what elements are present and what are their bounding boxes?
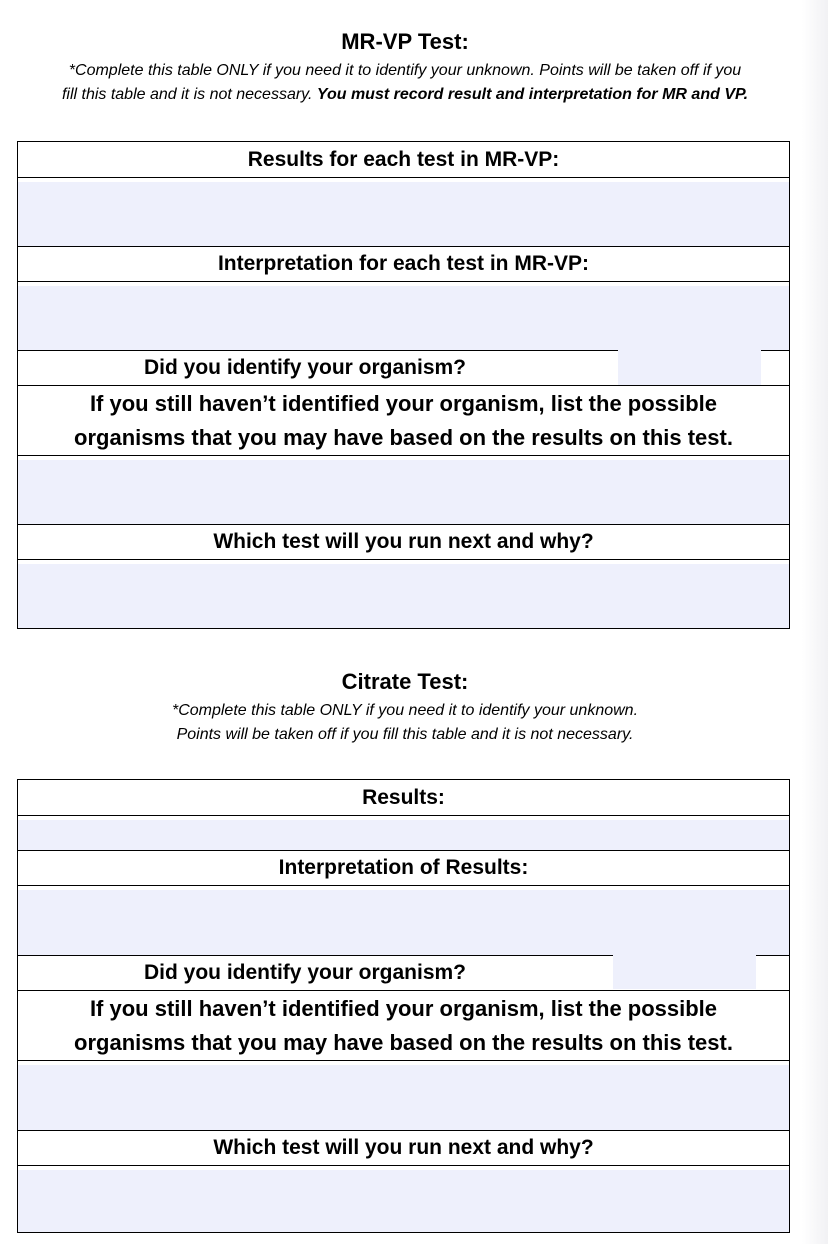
citrate-interpretation-label: Interpretation of Results: xyxy=(18,851,789,886)
citrate-note-line2: Points will be taken off if you fill this table and it is not necessary. xyxy=(176,726,634,743)
mrvp-possible-label xyxy=(18,386,789,456)
mrvp-next-test-field[interactable] xyxy=(18,560,789,628)
citrate-possible-line1: If you still haven’t identified your organism, list the possible xyxy=(89,995,718,1021)
citrate-possible-label xyxy=(18,991,789,1061)
mrvp-results-field[interactable] xyxy=(18,178,789,247)
mrvp-results-label: Results for each test in MR-VP: xyxy=(18,142,789,178)
citrate-next-test-field[interactable] xyxy=(18,1166,789,1232)
mrvp-table xyxy=(17,141,790,629)
citrate-identify-answer-field[interactable] xyxy=(613,953,756,989)
mrvp-identify-answer-field[interactable] xyxy=(618,349,761,385)
mrvp-note-line2-bold: You must record result and interpretation for MR and VP. xyxy=(316,86,749,103)
citrate-results-field[interactable] xyxy=(18,816,789,851)
mrvp-title: MR-VP Test: xyxy=(341,29,469,54)
mrvp-identify-label: Did you identify your organism? xyxy=(18,351,789,386)
mrvp-interpretation-field[interactable] xyxy=(18,282,789,351)
mrvp-note-line2-plain: fill this table and it is not necessary. xyxy=(61,86,317,103)
mrvp-possible-line1: If you still haven’t identified your organism, list the possible xyxy=(89,390,718,416)
mrvp-interpretation-label: Interpretation for each test in MR-VP: xyxy=(18,247,789,282)
citrate-next-test-label: Which test will you run next and why? xyxy=(18,1131,789,1166)
citrate-possible-line2: organisms that you may have based on the results on this test. xyxy=(74,1029,733,1055)
citrate-identify-label: Did you identify your organism? xyxy=(18,956,789,991)
citrate-table xyxy=(17,779,790,1233)
page-edge-shadow xyxy=(802,0,828,1244)
mrvp-note-line1: *Complete this table ONLY if you need it to identify your unknown. Points will be taken off if you xyxy=(68,62,742,79)
mrvp-next-test-label: Which test will you run next and why? xyxy=(18,525,789,560)
citrate-interpretation-field[interactable] xyxy=(18,886,789,956)
citrate-note-line1: *Complete this table ONLY if you need it to identify your unknown. xyxy=(171,702,639,719)
citrate-possible-field[interactable] xyxy=(18,1061,789,1131)
citrate-title: Citrate Test: xyxy=(341,669,469,694)
citrate-results-label: Results: xyxy=(18,780,789,816)
mrvp-note-line2 xyxy=(0,83,810,107)
mrvp-possible-field[interactable] xyxy=(18,456,789,525)
mrvp-possible-line2: organisms that you may have based on the results on this test. xyxy=(74,424,733,450)
